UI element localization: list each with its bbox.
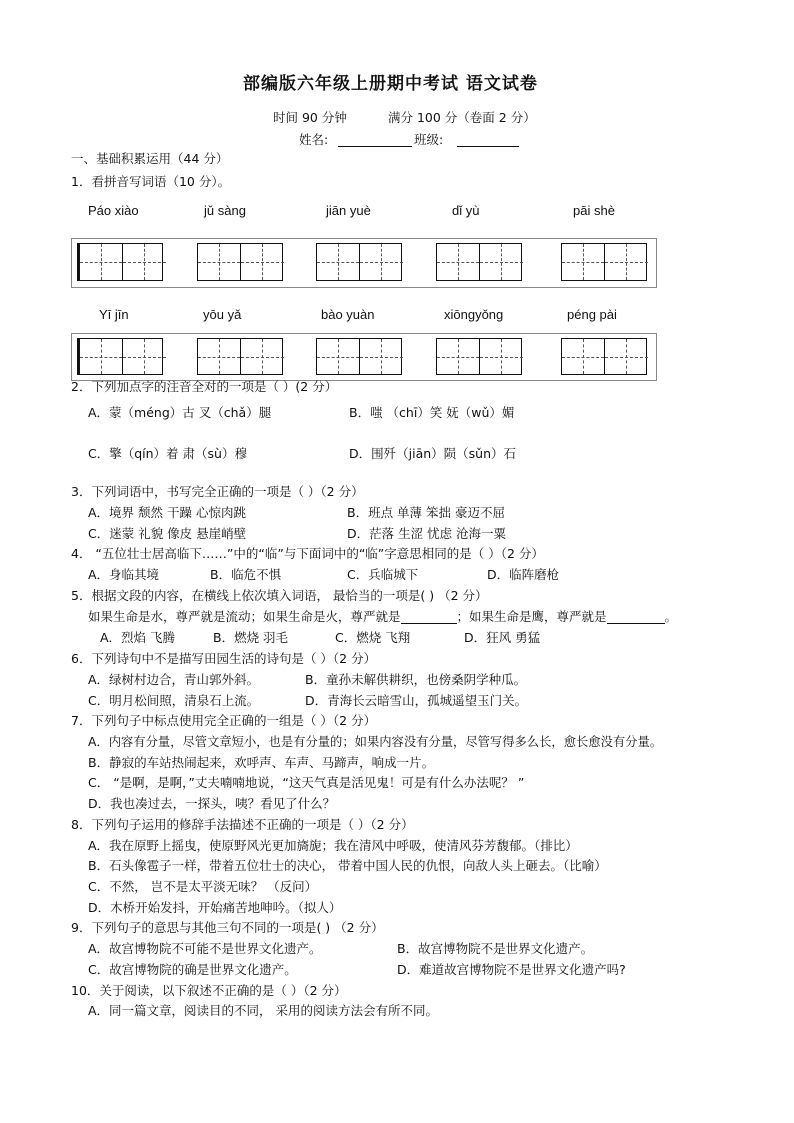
writing-box[interactable] [316, 338, 402, 375]
option-a[interactable]: A．内容有分量，尽管文章短小，也是有分量的；如果内容没有分量，尽管写得多么长，愈长愈没有分量。 [88, 735, 663, 749]
pinyin: bào yuàn [321, 307, 375, 322]
option-a[interactable]: A．同一篇文章，阅读目的不同， 采用的阅读方法会有所不同。 [88, 1003, 439, 1018]
pinyin: Yī jīn [99, 307, 129, 322]
question-7: 7．下列句子中标点使用完全正确的一组是（ ）（2 分） [71, 713, 377, 728]
writing-box[interactable] [436, 338, 522, 375]
pinyin: jǔ sàng [204, 203, 246, 218]
option-b[interactable]: B．石头像雹子一样，带着五位壮士的决心， 带着中国人民的仇恨，向敌人头上砸去。（比喻） [88, 858, 607, 873]
option-d[interactable]: D．我也凑过去，一探头，咦？看见了什么？ [88, 796, 336, 811]
option-a[interactable]: A．故宫博物院不可能不是世界文化遗产。 [88, 941, 322, 956]
option-c[interactable]: C．不然， 岂不是太平淡无味？ （反问） [88, 879, 318, 894]
option-b[interactable]: B．童孙未解供耕织，也傍桑阴学种瓜。 [305, 672, 527, 687]
pinyin: péng pài [567, 307, 617, 322]
pinyin: pāi shè [573, 203, 615, 218]
option-b[interactable]: B．班点 单薄 笨拙 豪迈不屈 [347, 505, 505, 520]
writing-box[interactable] [77, 338, 163, 375]
option-d[interactable]: D．临阵磨枪 [487, 567, 560, 582]
option-b[interactable]: B．燃烧 羽毛 [213, 630, 289, 645]
passage-part: ；如果生命是鹰，尊严就是 [456, 609, 607, 624]
question-9: 9．下列句子的意思与其他三句不同的一项是( ) （2 分） [71, 920, 384, 935]
option-a[interactable]: A．身临其境 [88, 567, 160, 582]
exam-time: 时间 90 分钟 [273, 110, 347, 125]
option-d[interactable]: D．木桥开始发抖，开始痛苦地呻吟。（拟人） [88, 900, 342, 915]
option-d[interactable]: D．青海长云暗雪山，孤城遥望玉门关。 [305, 693, 528, 708]
option-a[interactable]: A．境界 颓然 干躁 心惊肉跳 [88, 505, 246, 520]
question-8: 8．下列句子运用的修辞手法描述不正确的一项是（ ）（2 分） [71, 817, 414, 832]
passage-end: 。 [664, 609, 678, 624]
option-a[interactable]: A．我在原野上摇曳，使原野风光更加旖旎；我在清风中呼吸，使清风芬芳馥郁。（排比） [88, 838, 578, 853]
question-2: 2．下列加点字的注音全对的一项是（ ）(2 分） [71, 379, 338, 394]
writing-box[interactable] [436, 243, 522, 281]
option-b[interactable]: B．静寂的车站热闹起来，欢呼声、车声、马蹄声，响成一片。 [88, 755, 435, 770]
option-d[interactable]: D．狂风 勇猛 [464, 630, 541, 645]
writing-box[interactable] [77, 243, 163, 281]
pinyin: jiān yuè [326, 203, 371, 218]
exam-title: 部编版六年级上册期中考试 语文试卷 [243, 74, 538, 94]
pinyin: yōu yǎ [203, 307, 242, 322]
passage [88, 611, 677, 624]
writing-box[interactable] [561, 243, 647, 281]
option-c[interactable]: C．兵临城下 [347, 567, 419, 582]
writing-box[interactable] [197, 243, 283, 281]
writing-box[interactable] [197, 338, 283, 375]
option-d[interactable]: D．茫落 生涩 忧虑 沧海一粟 [347, 526, 507, 541]
name-label: 姓名: [299, 132, 329, 147]
option-a[interactable]: A．绿树村边合，青山郭外斜。 [88, 672, 260, 687]
option-d[interactable]: D．围歼（jiān）陨（sǔn）石 [349, 446, 517, 461]
option-c[interactable]: C．故宫博物院的确是世界文化遗产。 [88, 962, 297, 977]
question-1: 1．看拼音写词语（10 分）。 [71, 174, 231, 189]
option-c[interactable]: C．迷蒙 礼貌 像皮 悬崖峭壁 [88, 526, 247, 541]
question-6: 6．下列诗句中不是描写田园生活的诗句是（ ）（2 分） [71, 651, 377, 666]
option-c[interactable]: C．燃烧 飞翔 [335, 630, 411, 645]
option-c[interactable]: C．擎（qín）着 肃（sù）穆 [88, 446, 247, 461]
section-heading: 一、基础积累运用（44 分） [71, 151, 229, 166]
question-4: 4． “五位壮士居高临下……”中的“临”与下面词中的“临”字意思相同的是（ ）（2 分） [71, 546, 544, 561]
question-5: 5．根据文段的内容，在横线上依次填入词语， 最恰当的一项是( ) （2 分） [71, 588, 488, 603]
writing-box[interactable] [316, 243, 402, 281]
fill-blank-1[interactable] [401, 623, 457, 624]
option-b[interactable]: B．临危不惧 [210, 567, 282, 582]
option-a[interactable]: A．蒙（méng）古 叉（chǎ）腿 [88, 405, 272, 420]
option-c[interactable]: C．明月松间照，清泉石上流。 [88, 693, 260, 708]
writing-box[interactable] [561, 338, 647, 375]
class-label: 班级: [414, 132, 444, 147]
pinyin: xiōngyǒng [444, 307, 504, 322]
option-d[interactable]: D．难道故宫博物院不是世界文化遗产吗? [397, 962, 626, 977]
exam-score: 满分 100 分（卷面 2 分） [388, 110, 536, 125]
pinyin: Páo xiào [88, 203, 139, 218]
question-3: 3．下列词语中，书写完全正确的一项是（ ）（2 分） [71, 484, 364, 499]
name-blank [338, 146, 412, 147]
question-10: 10．关于阅读，以下叙述不正确的是（ ）（2 分） [71, 983, 347, 998]
class-blank [457, 146, 519, 147]
option-b[interactable]: B．故宫博物院不是世界文化遗产。 [397, 941, 594, 956]
option-a[interactable]: A．烈焰 飞腾 [100, 630, 176, 645]
pinyin: dǐ yù [452, 203, 480, 218]
passage-part: 如果生命是水，尊严就是流动；如果生命是火，尊严就是 [88, 609, 401, 624]
option-c[interactable]: C． “是啊，是啊，”丈夫喃喃地说，“这天气真是活见鬼！可是有什么办法呢？ ” [88, 775, 525, 790]
option-b[interactable]: B．嗤 （chī）笑 妩（wǔ）媚 [349, 405, 515, 420]
fill-blank-2[interactable] [607, 623, 665, 624]
